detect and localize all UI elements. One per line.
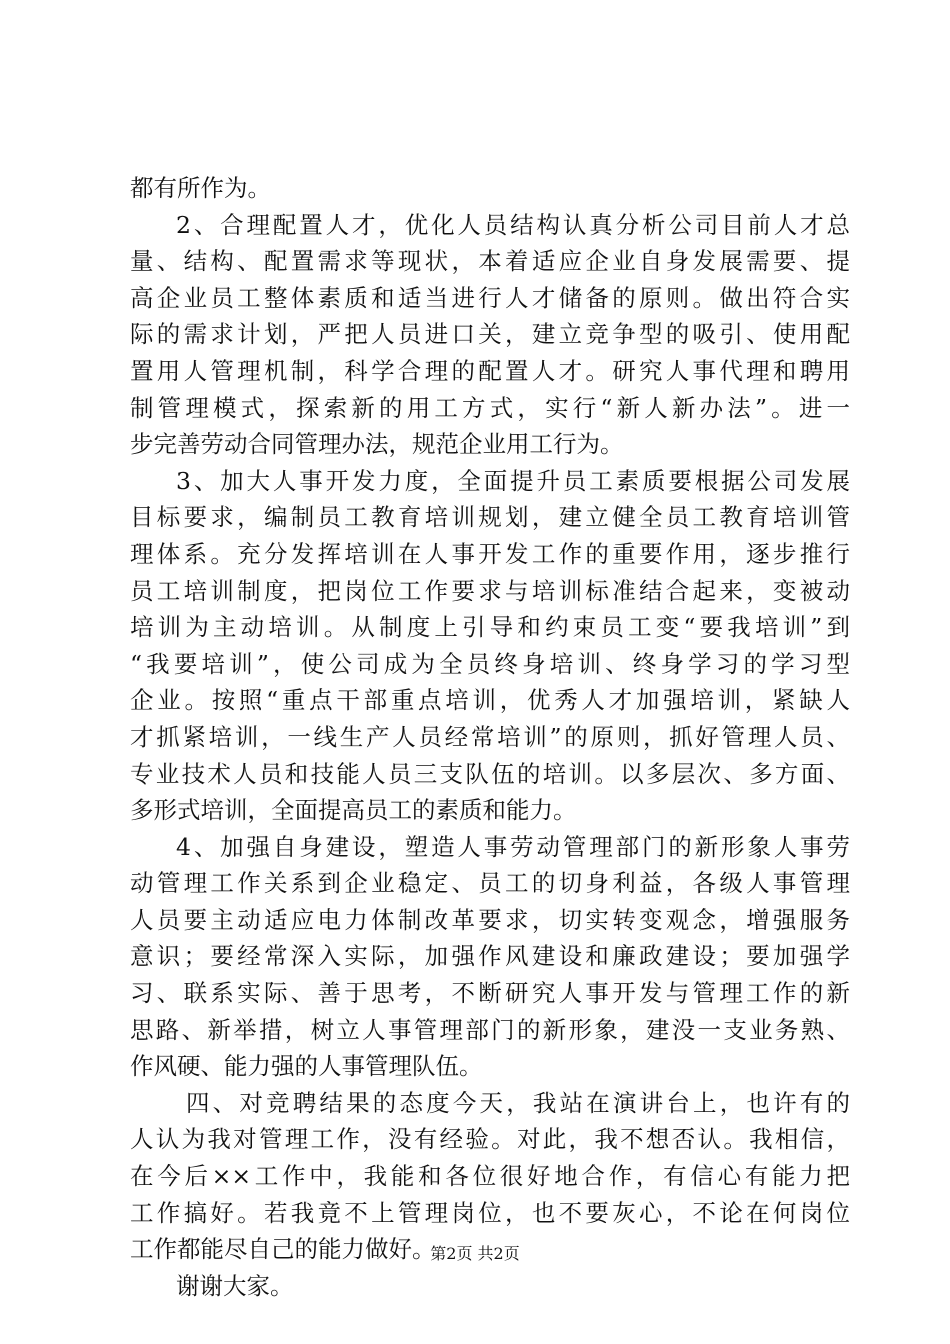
text-line: 量、结构、配置需求等现状，本着适应企业自身发展需要、提 bbox=[130, 247, 850, 276]
text-line: 人员要主动适应电力体制改革要求，切实转变观念，增强服务 bbox=[130, 905, 850, 934]
text-line: 意识；要经常深入实际，加强作风建设和廉政建设；要加强学 bbox=[130, 942, 850, 971]
text-line: 3、加大人事开发力度，全面提升员工素质要根据公司发展 bbox=[176, 466, 850, 495]
text-line: 思路、新举措，树立人事管理部门的新形象，建没一支业务熟、 bbox=[130, 1015, 850, 1044]
page-number-footer: 第2页 共2页 bbox=[430, 1244, 520, 1263]
text-line: 才抓紧培训，一线生产人员经常培训”的原则，抓好管理人员、 bbox=[130, 722, 850, 751]
text-line: 置用人管理机制，科学合理的配置人才。研究人事代理和聘用 bbox=[130, 356, 850, 385]
text-line: 培训为主动培训。从制度上引导和约束员工变“要我培训”到 bbox=[130, 613, 850, 642]
text-line: 都有所作为。 bbox=[130, 174, 271, 202]
closing-line: 谢谢大家。 bbox=[176, 1271, 294, 1300]
text-line: 动管理工作关系到企业稳定、员工的切身利益，各级人事管理 bbox=[130, 869, 850, 898]
text-line: 目标要求，编制员工教育培训规划，建立健全员工教育培训管 bbox=[130, 503, 850, 532]
text-line: 2、合理配置人才，优化人员结构认真分析公司目前人才总 bbox=[176, 210, 850, 239]
text-line: 制管理模式，探索新的用工方式，实行“新人新办法”。进一 bbox=[130, 393, 850, 422]
text-line: 工作搞好。若我竟不上管理岗位，也不要灰心，不论在何岗位 bbox=[130, 1198, 850, 1227]
text-line: 际的需求计划，严把人员进口关，建立竞争型的吸引、使用配 bbox=[130, 320, 850, 349]
text-line: 理体系。充分发挥培训在人事开发工作的重要作用，逐步推行 bbox=[130, 539, 850, 568]
text-line: 高企业员工整体素质和适当进行人才储备的原则。做出符合实 bbox=[130, 283, 850, 312]
text-line: 员工培训制度，把岗位工作要求与培训标准结合起来，变被动 bbox=[130, 576, 850, 605]
text-line: 四、对竞聘结果的态度今天，我站在演讲台上，也许有的 bbox=[186, 1088, 850, 1117]
text-line: 4、加强自身建设，塑造人事劳动管理部门的新形象人事劳 bbox=[176, 832, 850, 861]
text-line: 工作都能尽自己的能力做好。 bbox=[130, 1235, 436, 1264]
text-line: 习、联系实际、善于思考，不断研究人事开发与管理工作的新 bbox=[130, 979, 850, 1008]
text-line: 步完善劳动合同管理办法，规范企业用工行为。 bbox=[130, 430, 624, 459]
text-line: 人认为我对管理工作，没有经验。对此，我不想否认。我相信， bbox=[130, 1125, 850, 1154]
text-line: 在今后××工作中，我能和各位很好地合作，有信心有能力把 bbox=[130, 1162, 850, 1191]
text-line: 企业。按照“重点干部重点培训，优秀人才加强培训，紧缺人 bbox=[130, 686, 850, 715]
text-line: “我要培训”，使公司成为全员终身培训、终身学习的学习型 bbox=[130, 649, 850, 678]
text-line: 作风硬、能力强的人事管理队伍。 bbox=[130, 1052, 483, 1081]
text-line: 多形式培训，全面提高员工的素质和能力。 bbox=[130, 796, 577, 825]
document-body bbox=[130, 170, 850, 1304]
text-line: 专业技术人员和技能人员三支队伍的培训。以多层次、多方面、 bbox=[130, 759, 850, 788]
